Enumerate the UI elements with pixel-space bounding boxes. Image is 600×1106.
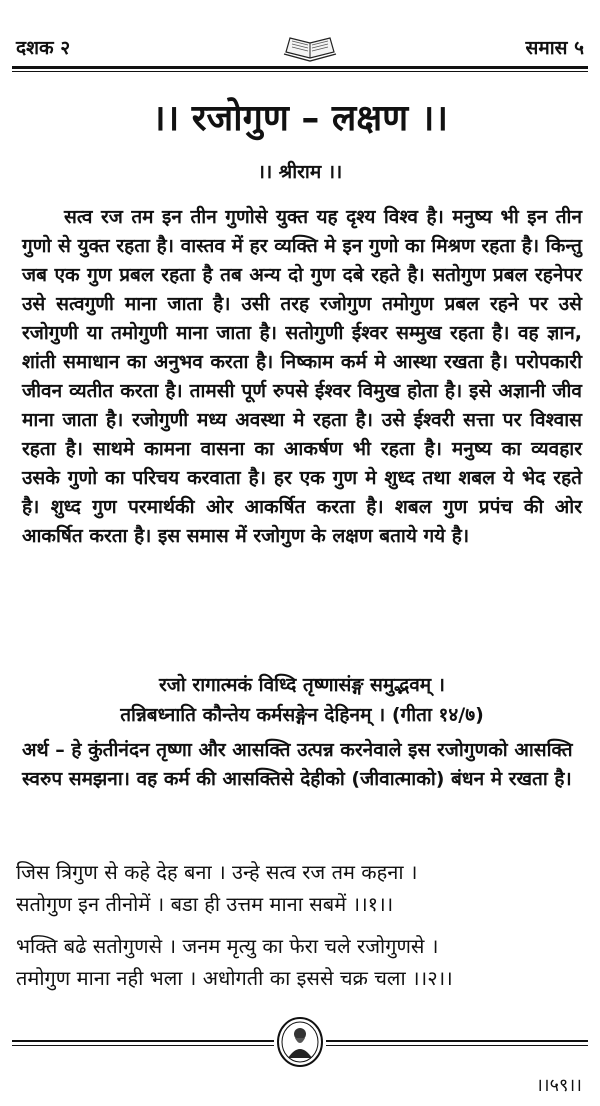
couplet-line: जिस त्रिगुण से कहे देह बना । उन्हे सत्व रज तम कहना । <box>16 860 418 884</box>
body-paragraph: सत्व रज तम इन तीन गुणोसे युक्त यह दृश्य विश्व है। मनुष्य भी इन तीन गुणो से युक्त रहता है। वास्तव में हर व्यक्ति मे इन गुणो का मिश्रण रहता है। किन्तु जब एक गुण प्रबल रहता है तब अन्य दो गुण दबे रहते है। सतोगुण प्रबल रहनेपर उसे सत्वगुणी माना जाता है। उसी तरह रजोगुण तमोगुण प्रबल रहने पर उसे रजोगुणी या तमोगुणी माना जाता है। सतोगुणी ईश्वर सम्मुख रहता है। वह ज्ञान, शांती समाधान का अनुभव करता है। निष्काम कर्म मे आस्था रखता है। परोपकारी जीवन व्यतीत करता है। तामसी पूर्ण रुपसे ईश्वर विमुख होता है। इसे अज्ञानी जीव माना जाता है। रजोगुणी मध्य अवस्था मे रहता है। उसे ईश्वरी सत्ता पर विश्वास रहता है। साथमे कामना वासना का आकर्षण भी रहता है। मनुष्य का व्यवहार उसके गुणो का परिचय करवाता है। हर एक गुण मे शुध्द तथा शबल ये भेद रहते है। शुध्द गुण परमार्थकी ओर आकर्षित करता है। शबल गुण प्रपंच की ओर आकर्षित करता है। इस समास में रजोगुण के लक्षण बताये गये है। <box>22 206 582 547</box>
page-title: ।। रजोगुण – लक्षण ।। <box>151 98 448 139</box>
section-label: समास ५ <box>525 37 584 59</box>
chapter-label: दशक २ <box>16 37 71 59</box>
couplet-line: भक्ति बढे सतोगुणसे । जनम मृत्यु का फेरा चले रजोगुणसे । <box>16 934 439 958</box>
verse-meaning: अर्थ – हे कुंतीनंदन तृष्णा और आसक्ति उत्पन्न करनेवाले इस रजोगुणको आसक्ति स्वरुप समझना। वह कर्म की आसक्तिसे देहीको (जीवात्माको) बंधन मे रखता है। <box>22 739 573 790</box>
footer-rule-left <box>12 1040 274 1042</box>
page-number: ।।५९।। <box>535 1075 582 1096</box>
open-book-icon <box>282 30 338 64</box>
header-rule-thick <box>12 66 588 69</box>
verse-line-1: रजो रागात्मकं विध्दि तृष्णासंङ्ग समुद्भवम् । <box>159 674 445 696</box>
page-header <box>12 0 588 70</box>
verse-line-2: तन्निबध्नाति कौन्तेय कर्मसङ्गेन देहिनम् । (गीता १४/७) <box>120 704 484 726</box>
footer-rule-right <box>326 1040 588 1042</box>
couplet-line: सतोगुण इन तीनोमें । बडा ही उत्तम माना सबमें ।।१।। <box>16 892 394 916</box>
saint-portrait-icon <box>276 1016 324 1068</box>
invocation-line: ।। श्रीराम ।। <box>257 161 343 183</box>
sanskrit-verse <box>22 670 582 730</box>
header-rule-thin <box>12 71 588 72</box>
footer-rule-left-thin <box>12 1045 274 1046</box>
couplets-block <box>16 856 582 994</box>
footer-rule-right-thin <box>326 1045 588 1046</box>
couplet-line: तमोगुण माना नही भला । अधोगती का इससे चक्र चला ।।२।। <box>16 966 453 990</box>
